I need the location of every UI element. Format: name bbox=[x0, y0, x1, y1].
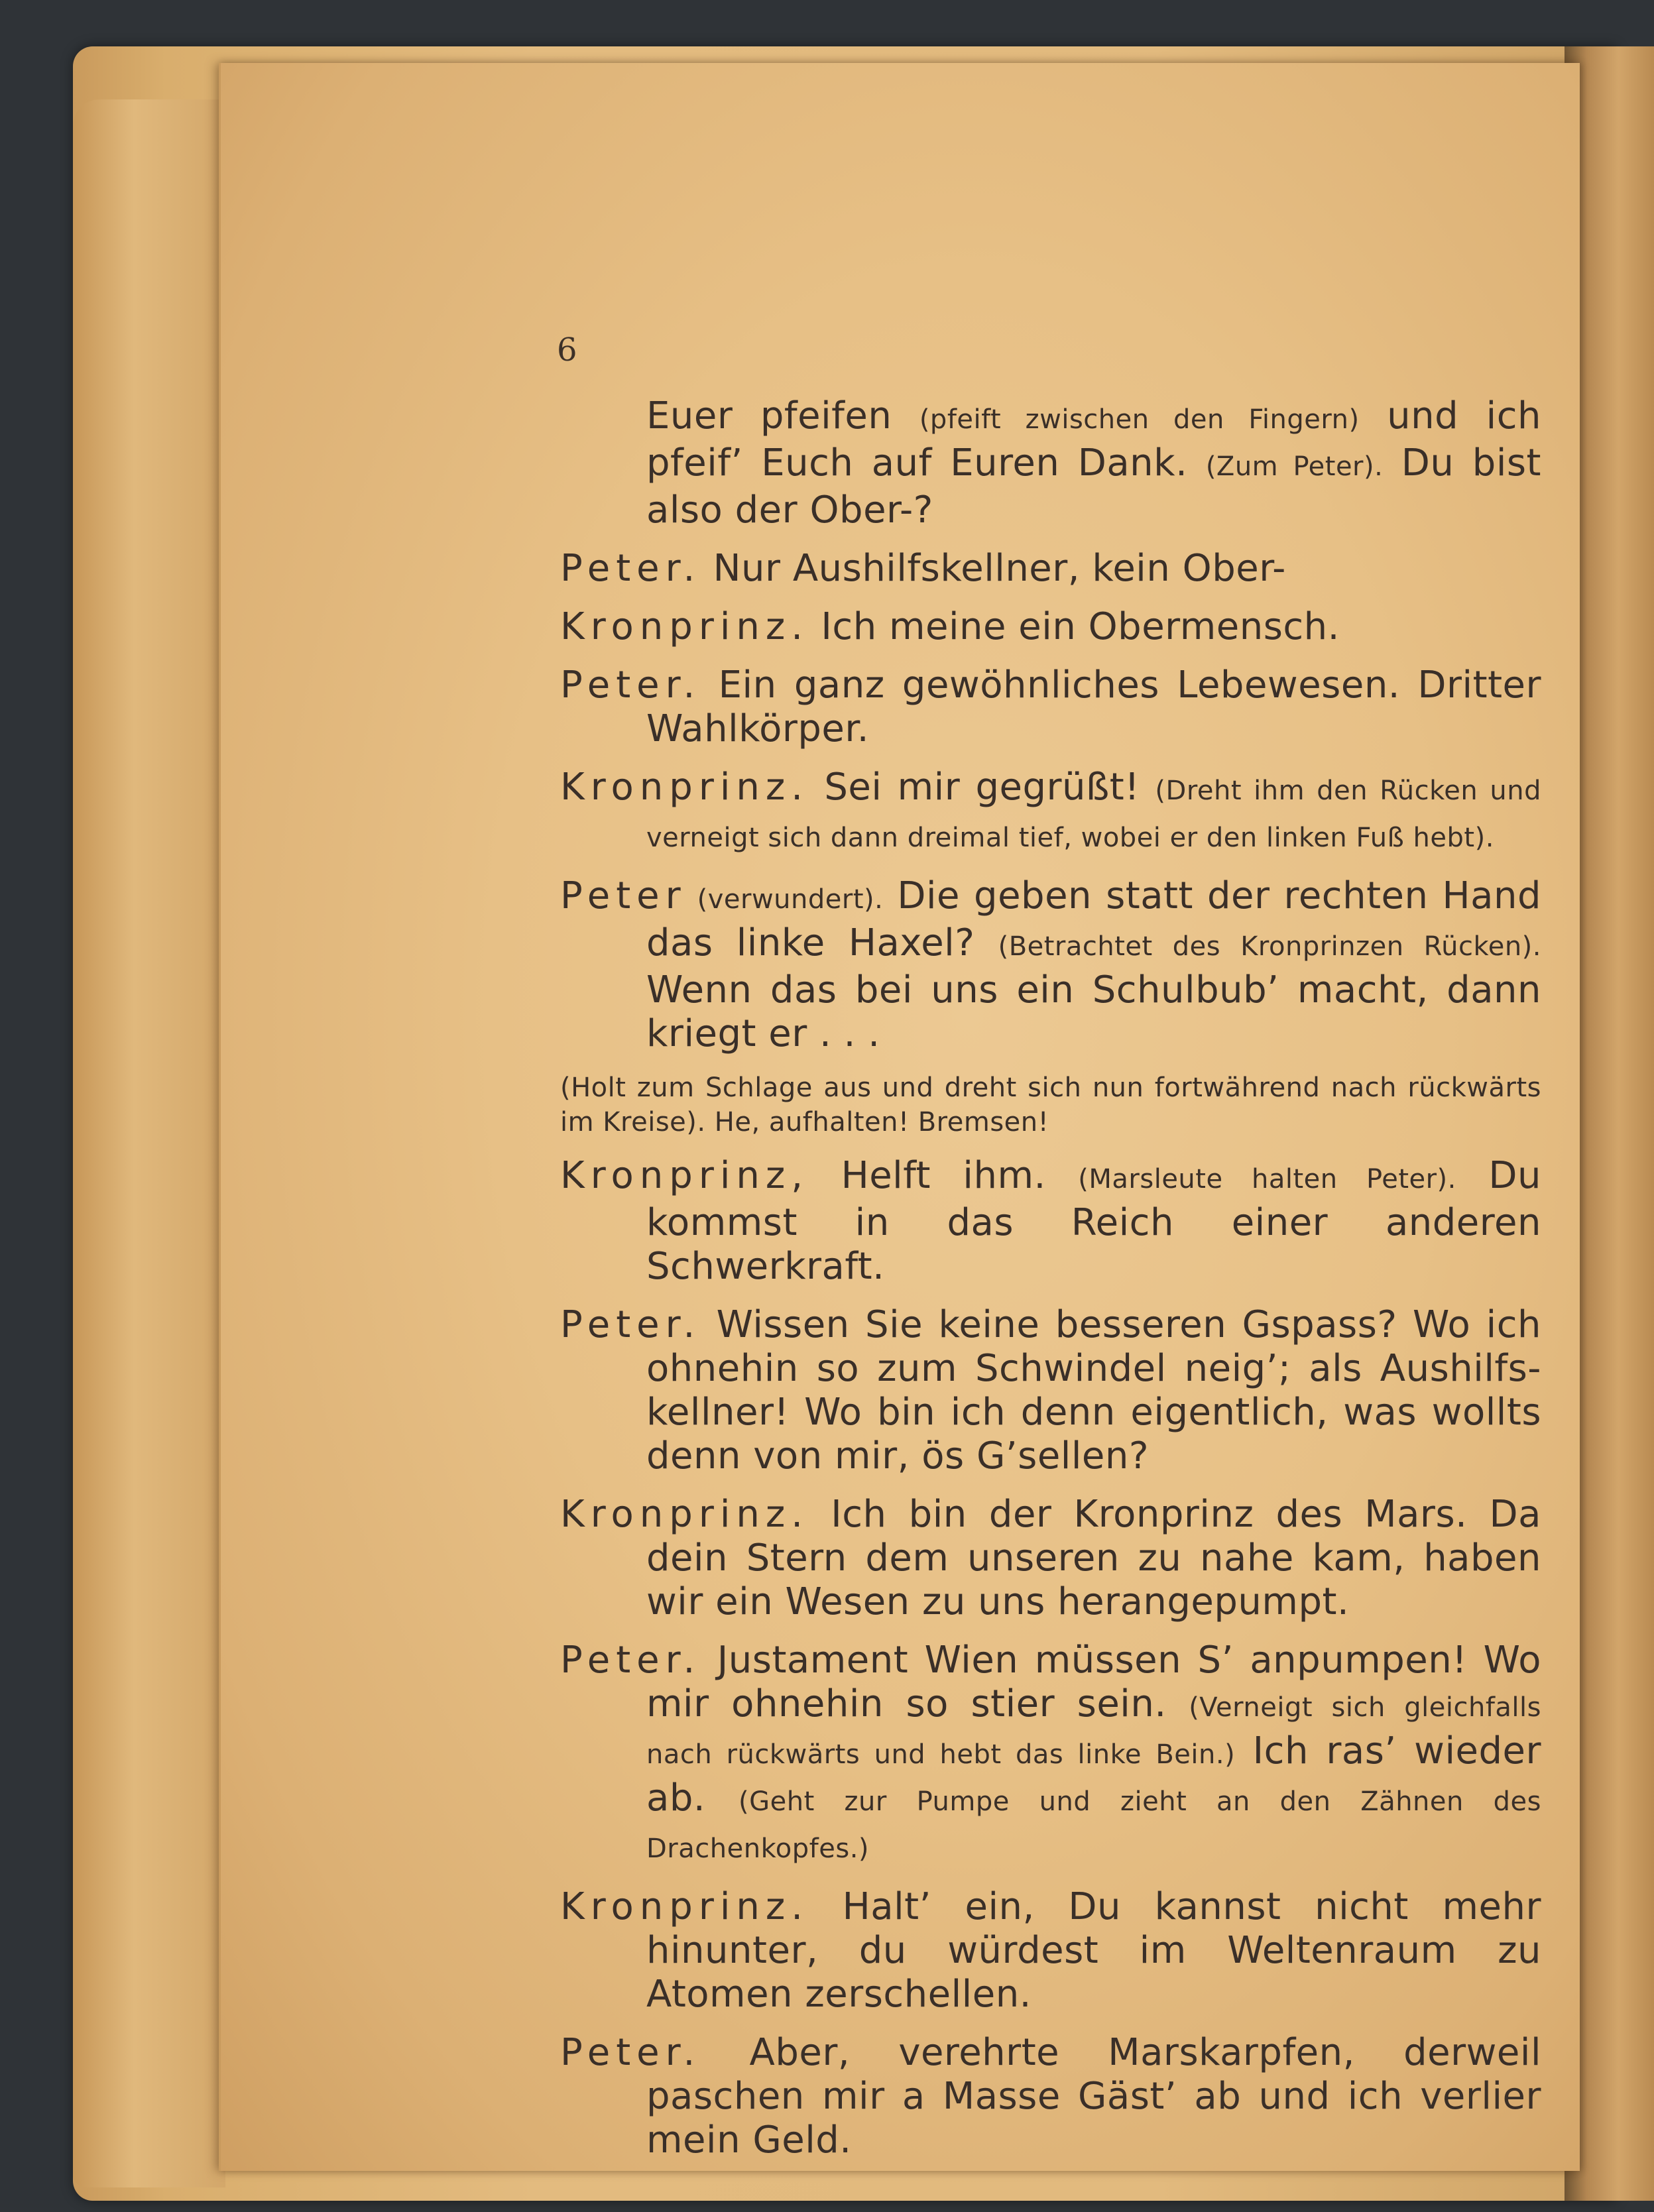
spoken-text: Aber, verehrte Marskarpfen, derweil paschen mir a Masse Gäst’ ab und ich verlier mein Geld. bbox=[646, 2031, 1541, 2162]
page-number: 6 bbox=[557, 331, 577, 369]
speaker-name: Peter. bbox=[560, 1303, 701, 1346]
dialogue-paragraph bbox=[560, 2031, 1541, 2162]
spoken-text: Sei mir gegrüßt! bbox=[809, 766, 1155, 809]
dialogue-paragraph bbox=[560, 1639, 1541, 1871]
stage-direction: (Zum Peter). bbox=[1205, 451, 1384, 482]
spoken-text: Ich ras’ wieder ab. bbox=[646, 1729, 1541, 1820]
dialogue-paragraph bbox=[560, 1493, 1541, 1624]
stage-direction: (Dreht ihm den Rücken und verneigt sich dann dreimal tief, wobei er den linken Fuß hebt). bbox=[646, 776, 1541, 853]
speaker-name: Peter. bbox=[560, 1639, 701, 1682]
spoken-text: He, aufhalten! Bremsen! bbox=[705, 1107, 1049, 1137]
spoken-text: Wissen Sie keine besseren Gspass? Wo ich ohnehin so zum Schwindel neig’; als Aushilfs-kellner! Wo bin ich denn eigentlich, was wollts denn von mir, ös G’sellen? bbox=[646, 1303, 1541, 1478]
page-edge-stack bbox=[73, 99, 225, 2187]
speaker-name: Peter. bbox=[560, 664, 701, 707]
dialogue-paragraph bbox=[560, 547, 1541, 591]
dialogue-paragraph bbox=[560, 874, 1541, 1056]
stage-direction: (Holt zum Schlage aus und dreht sich nun fortwährend nach rückwärts im Kreise). bbox=[560, 1073, 1541, 1137]
dialogue-paragraph bbox=[560, 1303, 1541, 1478]
spoken-text: und ich pfeif’ Euch auf Euren Dank. bbox=[646, 394, 1541, 485]
spoken-text: Ich bin der Kronprinz des Mars. Da dein Stern dem unseren zu nahe kam, haben wir ein Wesen zu uns herangepumpt. bbox=[646, 1493, 1541, 1623]
speaker-name: Peter bbox=[560, 874, 687, 917]
stage-direction: (pfeift zwischen den Fingern) bbox=[919, 404, 1360, 435]
dialogue-paragraph bbox=[560, 1885, 1541, 2016]
speaker-name: Kronprinz. bbox=[560, 605, 809, 648]
play-text bbox=[560, 394, 1541, 2177]
dialogue-paragraph bbox=[560, 394, 1541, 532]
spoken-text: Ich meine ein Obermensch. bbox=[809, 605, 1340, 648]
spoken-text: Du kommst in das Reich einer anderen Schwerkraft. bbox=[646, 1154, 1541, 1288]
dialogue-paragraph bbox=[560, 766, 1541, 860]
speaker-name: Kronprinz, bbox=[560, 1154, 809, 1197]
dialogue-paragraph bbox=[560, 1071, 1541, 1139]
spoken-text: Wenn das bei uns ein Schulbub’ macht, dann kriegt er . . . bbox=[646, 968, 1541, 1055]
spoken-text: Helft ihm. bbox=[809, 1154, 1079, 1197]
spoken-text: Du bist also der Ober-? bbox=[646, 441, 1542, 532]
speaker-name: Kronprinz. bbox=[560, 766, 809, 809]
speaker-name: Kronprinz. bbox=[560, 1885, 809, 1928]
dialogue-paragraph bbox=[560, 605, 1541, 649]
spoken-text: Justament Wien müssen S’ anpumpen! Wo mir ohnehin so stier sein. bbox=[646, 1639, 1541, 1725]
spoken-text: Die geben statt der rechten Hand das linke Haxel? bbox=[646, 874, 1541, 964]
stage-direction: (Marsleute halten Peter). bbox=[1078, 1164, 1456, 1194]
stage-direction: (Verneigt sich gleichfalls nach rückwärts und hebt das linke Bein.) bbox=[646, 1692, 1541, 1770]
spoken-text: Euer pfeifen bbox=[646, 394, 919, 437]
stage-direction: (Geht zur Pumpe und zieht an den Zähnen des Drachenkopfes.) bbox=[646, 1786, 1541, 1864]
spoken-text: Ein ganz gewöhnliches Lebewesen. Dritter Wahlkörper. bbox=[646, 664, 1541, 750]
speaker-name: Peter. bbox=[560, 547, 701, 590]
spoken-text: Nur Aushilfskellner, kein Ober- bbox=[701, 547, 1286, 590]
dialogue-paragraph bbox=[560, 664, 1541, 751]
speaker-name: Kronprinz. bbox=[560, 1493, 809, 1536]
stage-direction: (Betrachtet des Kronprinzen Rücken). bbox=[998, 931, 1542, 962]
speaker-name: Peter. bbox=[560, 2031, 701, 2074]
spoken-text: Halt’ ein, Du kannst nicht mehr hinunter, du würdest im Weltenraum zu Atomen zerschellen. bbox=[646, 1885, 1541, 2016]
stage-direction: (verwundert). bbox=[686, 884, 884, 915]
dialogue-paragraph bbox=[560, 1154, 1541, 1289]
